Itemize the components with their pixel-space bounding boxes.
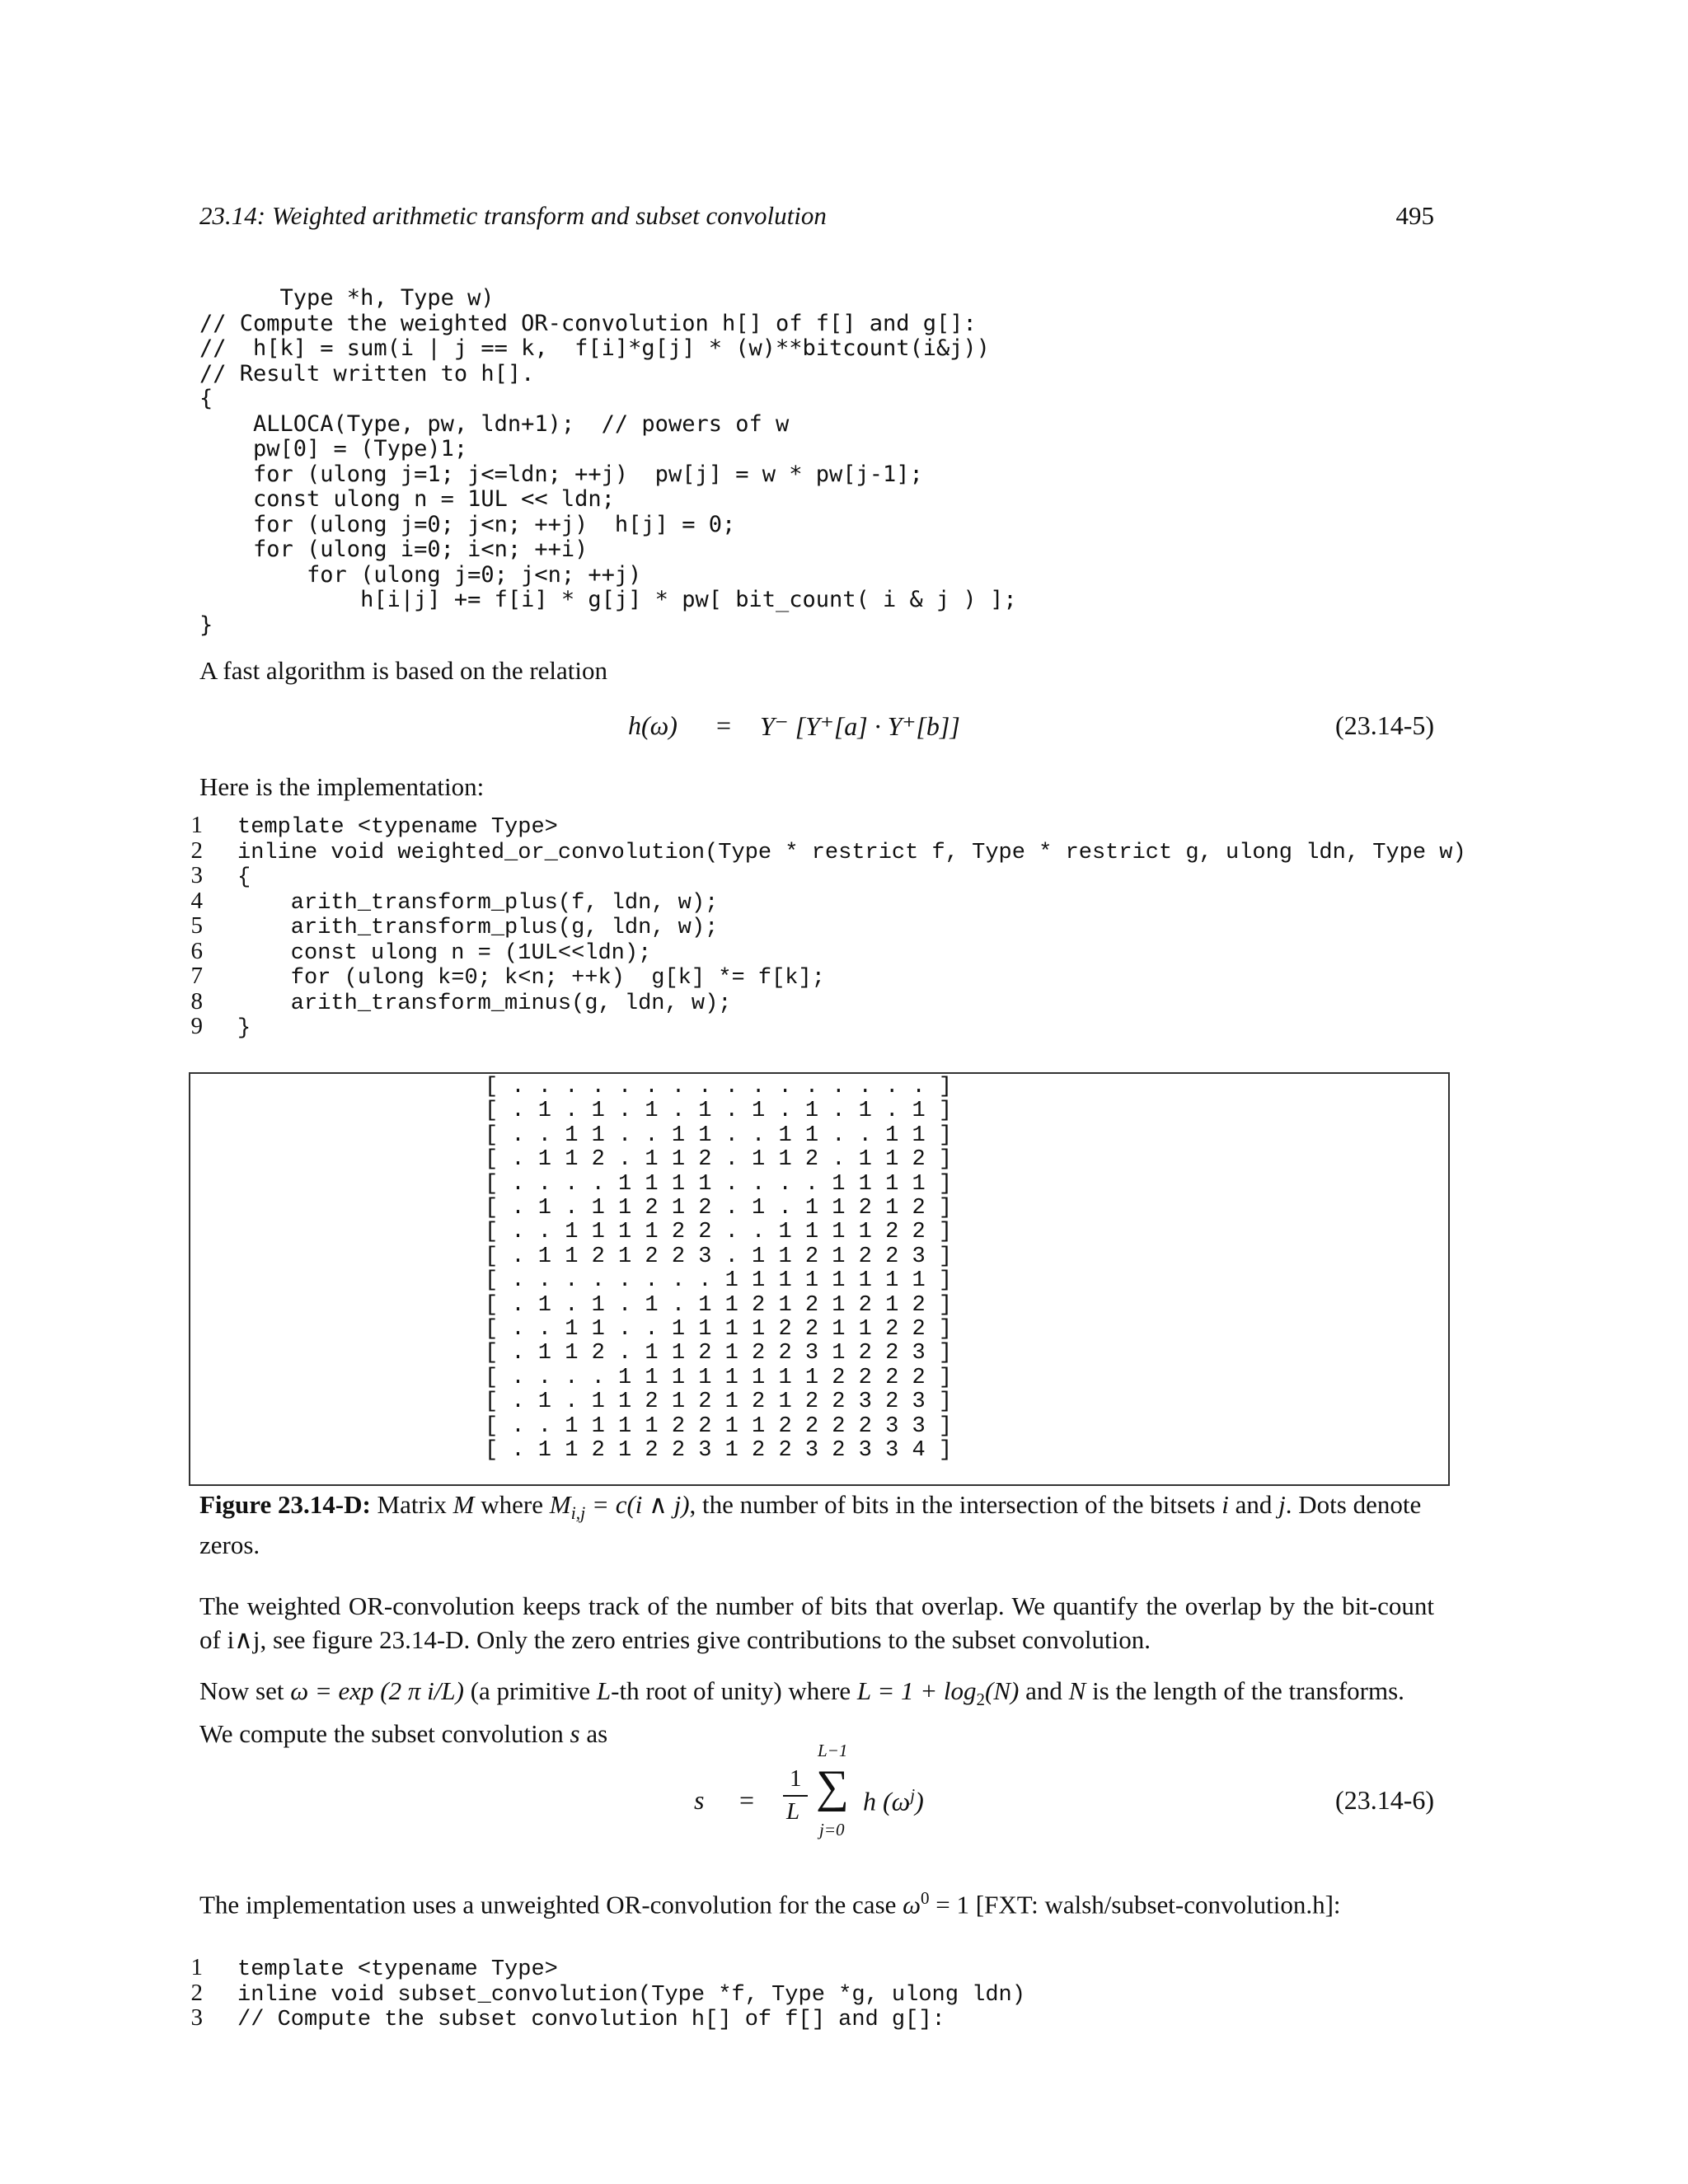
matrix-row: [ . 1 1 2 1 2 2 3 1 2 2 3 2 3 3 4 ]: [485, 1438, 953, 1464]
code-line: Type *h, Type w): [199, 285, 495, 311]
math-superscript: 0: [921, 1888, 930, 1908]
line-code: // Compute the subset convolution h[] of f[] and g[]:: [237, 2008, 945, 2032]
math-L-def: L = 1 + log: [856, 1676, 977, 1705]
running-head: [199, 201, 1434, 242]
matrix-row: [ . 1 . 1 . 1 . 1 . 1 . 1 . 1 . 1 ]: [485, 1099, 953, 1124]
matrix-row: [ . 1 1 2 1 2 2 3 . 1 1 2 1 2 2 3 ]: [485, 1244, 953, 1269]
code-line: h[i|j] += f[i] * g[j] * pw[ bit_count( i & j ) ];: [199, 587, 1017, 612]
sum-body-sup: j: [910, 1785, 916, 1805]
code-line: ALLOCA(Type, pw, ldn+1); // powers of w: [199, 410, 790, 437]
matrix-row: [ . 1 1 2 . 1 1 2 . 1 1 2 . 1 1 2 ]: [485, 1147, 953, 1173]
code-line: // Compute the weighted OR-convolution h[] of f[] and g[]:: [199, 310, 977, 336]
paragraph-weighted-or: The weighted OR-convolution keeps track of the number of bits that overlap. We quantify the overlap by the bit-count of i∧j, see figure 23.14-D. Only the zero entries give contributions to the subset convolution.: [199, 1591, 1434, 1654]
matrix-row: [ . . . . . . . . . . . . . . . . ]: [485, 1075, 953, 1099]
matrix-row: [ . . 1 1 . . 1 1 1 1 2 2 1 1 2 2 ]: [485, 1317, 953, 1343]
equation-lhs: s: [694, 1785, 705, 1815]
text: (a primitive: [463, 1676, 597, 1705]
code-lines: [199, 286, 1017, 638]
line-code: inline void subset_convolution(Type *f, Type *g, ulong ldn): [237, 1982, 1025, 2008]
caption-math: i: [1221, 1490, 1229, 1519]
text: The implementation uses a unweighted OR-convolution for the case: [199, 1890, 903, 1919]
line-code: template <typename Type>: [237, 815, 558, 840]
code-listing-weighted-or-convolution: [186, 813, 1466, 1039]
line-number: 4: [190, 887, 203, 914]
equation-lhs: h(ω): [628, 710, 678, 740]
text: and: [1019, 1676, 1069, 1705]
equation-rhs: Y⁻ [Y⁺[a] · Y⁺[b]]: [760, 711, 960, 741]
line-code: }: [237, 1016, 251, 1041]
listing-line: [186, 913, 1466, 939]
code-block-weighted-or-convolution: [199, 286, 1017, 638]
text: as: [579, 1719, 608, 1749]
line-number: 8: [190, 987, 203, 1015]
matrix-row: [ . 1 . 1 1 2 1 2 1 2 1 2 2 3 2 3 ]: [485, 1390, 953, 1415]
equation-23-14-6: [199, 1741, 1434, 1861]
listing-line: [186, 989, 1466, 1015]
math-s: s: [570, 1719, 580, 1749]
section-title: 23.14: Weighted arithmetic transform and subset convolution: [199, 201, 827, 230]
fraction-bar: [783, 1795, 808, 1797]
text: Now set: [199, 1676, 291, 1705]
math-N-arg: (N): [985, 1676, 1020, 1705]
text: is the length of the transforms. We compute the subset convolution: [199, 1676, 1404, 1749]
text: = 1 [FXT: walsh/subset-convolution.h]:: [929, 1890, 1341, 1919]
caption-text: . Dots denote zeros.: [199, 1490, 1422, 1560]
matrix-row: [ . . . . . . . . 1 1 1 1 1 1 1 1 ]: [485, 1268, 953, 1294]
code-line: // Result written to h[].: [199, 360, 535, 387]
code-line: pw[0] = (Type)1;: [199, 436, 468, 462]
line-number: 1: [190, 1954, 203, 1980]
line-code: arith_transform_minus(g, ldn, w);: [237, 991, 732, 1016]
matrix-row: [ . 1 1 2 . 1 1 2 1 2 2 3 1 2 2 3 ]: [485, 1341, 953, 1366]
line-number: 9: [190, 1013, 203, 1039]
equation-number: (23.14-5): [1335, 710, 1434, 740]
caption-text: and: [1228, 1490, 1279, 1519]
figure-matrix: [485, 1076, 952, 1464]
listing-line: [186, 813, 1466, 838]
line-code: for (ulong k=0; k<n; ++k) g[k] *= f[k];: [237, 966, 825, 991]
listing-line: [186, 838, 1466, 864]
math-omega: ω: [903, 1890, 921, 1919]
equation-relation: =: [739, 1785, 755, 1815]
caption-math: M: [549, 1490, 571, 1519]
listing-line: [186, 863, 1466, 888]
line-code: arith_transform_plus(f, ldn, w);: [237, 890, 719, 916]
listing-line: [186, 939, 1466, 964]
caption-text: , the number of bits in the intersection of the bitsets: [689, 1490, 1222, 1519]
caption-subscript: i,j: [570, 1502, 586, 1524]
matrix-row: [ . . . . 1 1 1 1 . . . . 1 1 1 1 ]: [485, 1171, 953, 1197]
equation-number: (23.14-6): [1335, 1785, 1434, 1815]
caption-text: Matrix: [377, 1490, 453, 1519]
math-subscript: 2: [976, 1690, 986, 1710]
line-code: arith_transform_plus(g, ldn, w);: [237, 916, 719, 940]
listing-line: [186, 2005, 1025, 2031]
caption-math: j: [1278, 1490, 1286, 1519]
sum-upper-limit: L−1: [818, 1741, 848, 1760]
code-listing-subset-convolution: [186, 1955, 1025, 2031]
math-N: N: [1068, 1676, 1086, 1705]
sum-lower-limit: j=0: [819, 1820, 845, 1840]
code-line: for (ulong i=0; i<n; ++i): [199, 537, 588, 562]
math-omega-def: ω = exp (2 π i/L): [290, 1676, 464, 1705]
line-code: inline void weighted_or_convolution(Type * restrict f, Type * restrict g, ulong ldn, Type w): [237, 840, 1466, 865]
equation-relation: =: [716, 710, 732, 740]
line-number: 3: [190, 2004, 203, 2031]
code-line: for (ulong j=0; j<n; ++j) h[j] = 0;: [199, 511, 736, 537]
line-code: {: [237, 865, 251, 890]
listing-line: [186, 888, 1466, 914]
line-number: 6: [190, 937, 203, 964]
paragraph-fast-algorithm: A fast algorithm is based on the relation: [199, 656, 608, 685]
line-number: 2: [190, 1979, 203, 2006]
listing-line: [186, 1955, 1025, 1980]
sum-symbol: ∑: [816, 1761, 849, 1812]
line-number: 3: [190, 862, 203, 888]
code-line: for (ulong j=0; j<n; ++j): [199, 561, 642, 588]
line-number: 7: [190, 963, 203, 989]
paragraph-implementation: Here is the implementation:: [199, 772, 485, 801]
sum-body-text: h (ω: [863, 1786, 911, 1816]
caption-label: Figure 23.14-D:: [199, 1490, 371, 1519]
sum-body-close: ): [915, 1786, 924, 1816]
matrix-row: [ . . 1 1 . . 1 1 . . 1 1 . . 1 1 ]: [485, 1122, 953, 1148]
code-line: const ulong n = 1UL << ldn;: [199, 486, 615, 512]
line-number: 5: [190, 912, 203, 939]
listing-line: [186, 1980, 1025, 2006]
caption-math: M: [452, 1490, 475, 1519]
listing-line: [186, 1014, 1466, 1039]
sum-body: [863, 1785, 924, 1817]
matrix-row: [ . . . . 1 1 1 1 1 1 1 1 2 2 2 2 ]: [485, 1365, 953, 1390]
paragraph-now-set-omega: [199, 1674, 1434, 1750]
matrix-row: [ . . 1 1 1 1 2 2 . . 1 1 1 1 2 2 ]: [485, 1220, 953, 1245]
code-line: // h[k] = sum(i | j == k, f[i]*g[j] * (w)**bitcount(i&j)): [199, 335, 991, 361]
line-code: const ulong n = (1UL<<ldn);: [237, 940, 652, 966]
code-line: for (ulong j=1; j<=ldn; ++j) pw[j] = w * pw[j-1];: [199, 461, 923, 487]
line-code: template <typename Type>: [237, 1957, 558, 1982]
text: -th root of unity) where: [611, 1676, 857, 1705]
fraction-denominator: L: [786, 1798, 800, 1825]
matrix-row: [ . 1 . 1 1 2 1 2 . 1 . 1 1 2 1 2 ]: [485, 1196, 953, 1221]
equation-23-14-5: [199, 710, 1434, 752]
listing-line: [186, 963, 1466, 989]
matrix-row: [ . 1 . 1 . 1 . 1 1 2 1 2 1 2 1 2 ]: [485, 1292, 953, 1318]
math-L: L: [596, 1676, 612, 1705]
code-line: }: [199, 612, 213, 638]
paragraph-unweighted: [199, 1882, 1434, 1921]
matrix-row: [ . . 1 1 1 1 2 2 1 1 2 2 2 2 3 3 ]: [485, 1413, 953, 1439]
figure-caption: [199, 1488, 1434, 1561]
caption-math: = c(i ∧ j): [585, 1490, 690, 1519]
code-line: {: [199, 386, 213, 411]
fraction-numerator: 1: [790, 1765, 802, 1792]
page-number: 495: [1395, 201, 1434, 230]
caption-text: where: [474, 1490, 550, 1519]
line-number: 2: [190, 837, 203, 864]
line-number: 1: [190, 812, 203, 838]
